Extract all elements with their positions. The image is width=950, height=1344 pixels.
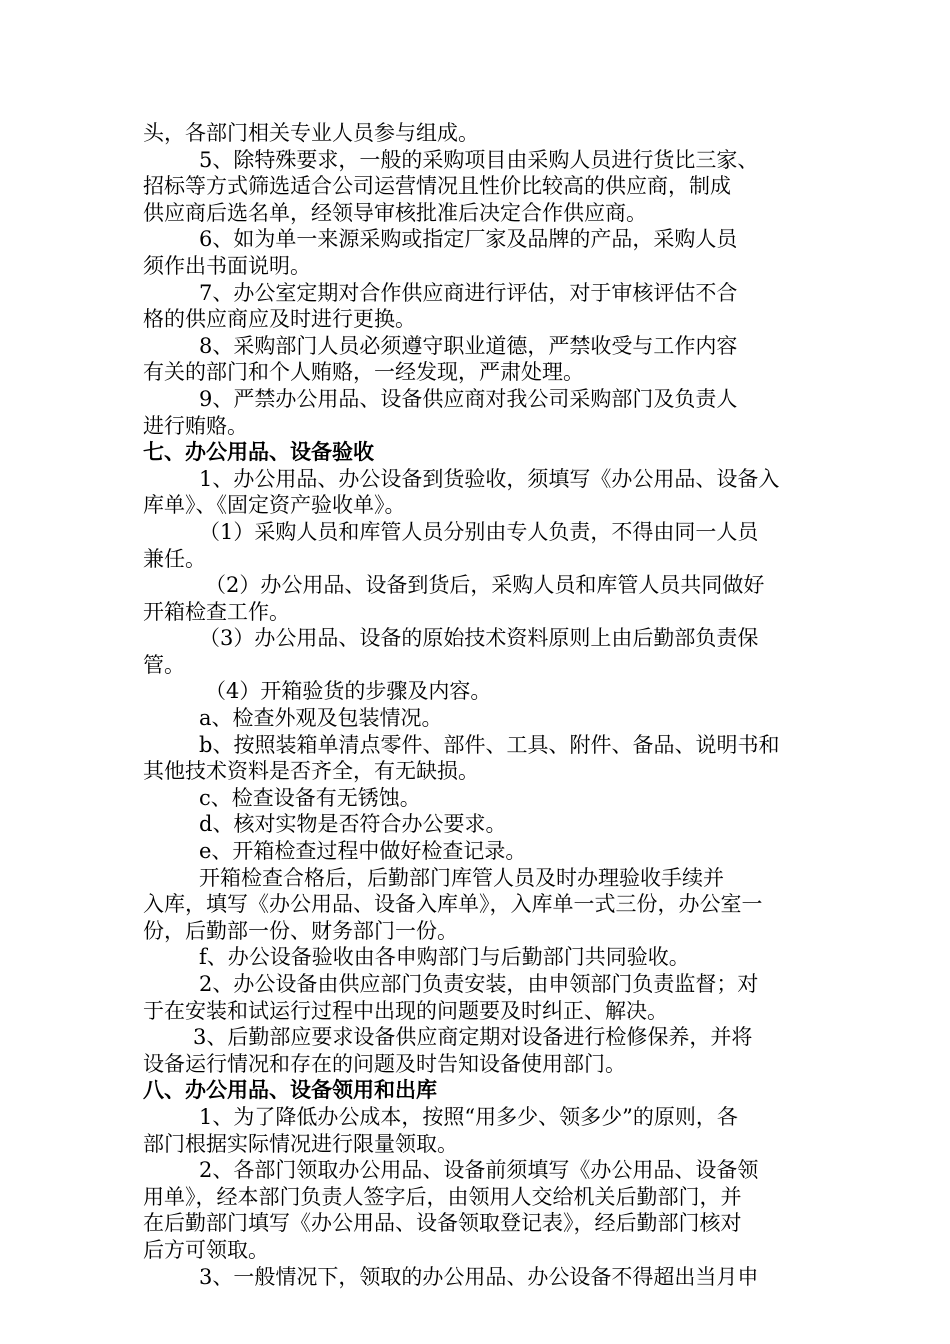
paragraph-line: f、办公设备验收由各申购部门与后勤部门共同验收。	[199, 945, 690, 970]
paragraph-line: 头，各部门相关专业人员参与组成。	[143, 121, 479, 145]
paragraph-line: 2、办公设备由供应部门负责安装，由申领部门负责监督；对	[199, 972, 759, 996]
paragraph-line: 部门根据实际情况进行限量领取。	[143, 1131, 458, 1156]
paragraph-line: c、检查设备有无锈蚀。	[199, 785, 421, 810]
paragraph-line: 5、除特殊要求，一般的采购项目由采购人员进行货比三家、	[199, 147, 759, 172]
paragraph-line: a、检查外观及包装情况。	[199, 706, 443, 731]
paragraph-line: 招标等方式筛选适合公司运营情况且性价比较高的供应商，制成	[143, 174, 731, 199]
paragraph-line: 3、一般情况下，领取的办公用品、办公设备不得超出当月申	[199, 1264, 759, 1289]
paragraph-line: 后方可领取。	[143, 1237, 269, 1262]
paragraph-line: 9、严禁办公用品、设备供应商对我公司采购部门及负责人	[199, 386, 738, 411]
paragraph-line: （2）办公用品、设备到货后，采购人员和库管人员共同做好	[205, 573, 765, 598]
paragraph-line: 其他技术资料是否齐全，有无缺损。	[143, 759, 479, 784]
section-heading: 七、办公用品、设备验收	[143, 439, 374, 465]
paragraph-line: 在后勤部门填写《办公用品、设备领取登记表》，经后勤部门核对	[143, 1211, 742, 1236]
paragraph-line: b、按照装箱单清点零件、部件、工具、附件、备品、说明书和	[199, 732, 780, 757]
paragraph-line: 开箱检查合格后，后勤部门库管人员及时办理验收手续并	[199, 865, 724, 890]
paragraph-line: 进行贿赂。	[143, 413, 248, 438]
section-heading: 八、办公用品、设备领用和出库	[143, 1077, 437, 1103]
paragraph-line: e、开箱检查过程中做好检查记录。	[199, 839, 527, 864]
paragraph-line: 开箱检查工作。	[143, 599, 290, 624]
paragraph-line: 1、为了降低办公成本，按照“用多少、领多少”的原则，各	[199, 1104, 738, 1129]
paragraph-line: 份，后勤部一份、财务部门一份。	[143, 918, 458, 943]
paragraph-line: 兼任。	[143, 546, 206, 571]
paragraph-line: 须作出书面说明。	[143, 253, 311, 278]
paragraph-line: 7、办公室定期对合作供应商进行评估，对于审核评估不合	[199, 280, 738, 305]
paragraph-line: d、核对实物是否符合办公要求。	[199, 812, 507, 837]
paragraph-line: 6、如为单一来源采购或指定厂家及品牌的产品，采购人员	[199, 227, 738, 252]
paragraph-line: 库单》、《固定资产验收单》。	[143, 493, 406, 518]
paragraph-line: （1）采购人员和库管人员分别由专人负责，不得由同一人员	[199, 519, 759, 544]
paragraph-line: 于在安装和试运行过程中出现的问题要及时纠正、解决。	[143, 998, 668, 1023]
paragraph-line: 格的供应商应及时进行更换。	[143, 307, 416, 332]
paragraph-line: （4）开箱验货的步骤及内容。	[205, 679, 492, 704]
paragraph-line: 1、办公用品、办公设备到货验收，须填写《办公用品、设备入	[199, 466, 780, 491]
document-page	[143, 120, 809, 1290]
paragraph-line: 3、后勤部应要求设备供应商定期对设备进行检修保养，并将	[193, 1025, 753, 1050]
paragraph-line: 8、采购部门人员必须遵守职业道德，严禁收受与工作内容	[199, 333, 738, 358]
paragraph-line: （3）办公用品、设备的原始技术资料原则上由后勤部负责保	[199, 626, 759, 651]
paragraph-line: 用单》，经本部门负责人签字后，由领用人交给机关后勤部门，并	[143, 1184, 742, 1209]
paragraph-line: 有关的部门和个人贿赂，一经发现，严肃处理。	[143, 360, 584, 385]
paragraph-line: 设备运行情况和存在的问题及时告知设备使用部门。	[143, 1051, 626, 1076]
paragraph-line: 管。	[143, 652, 185, 677]
paragraph-line: 入库，填写《办公用品、设备入库单》，入库单一式三份，办公室一	[143, 892, 763, 917]
paragraph-line: 2、各部门领取办公用品、设备前须填写《办公用品、设备领	[199, 1158, 759, 1183]
paragraph-line: 供应商后选名单，经领导审核批准后决定合作供应商。	[143, 200, 647, 225]
